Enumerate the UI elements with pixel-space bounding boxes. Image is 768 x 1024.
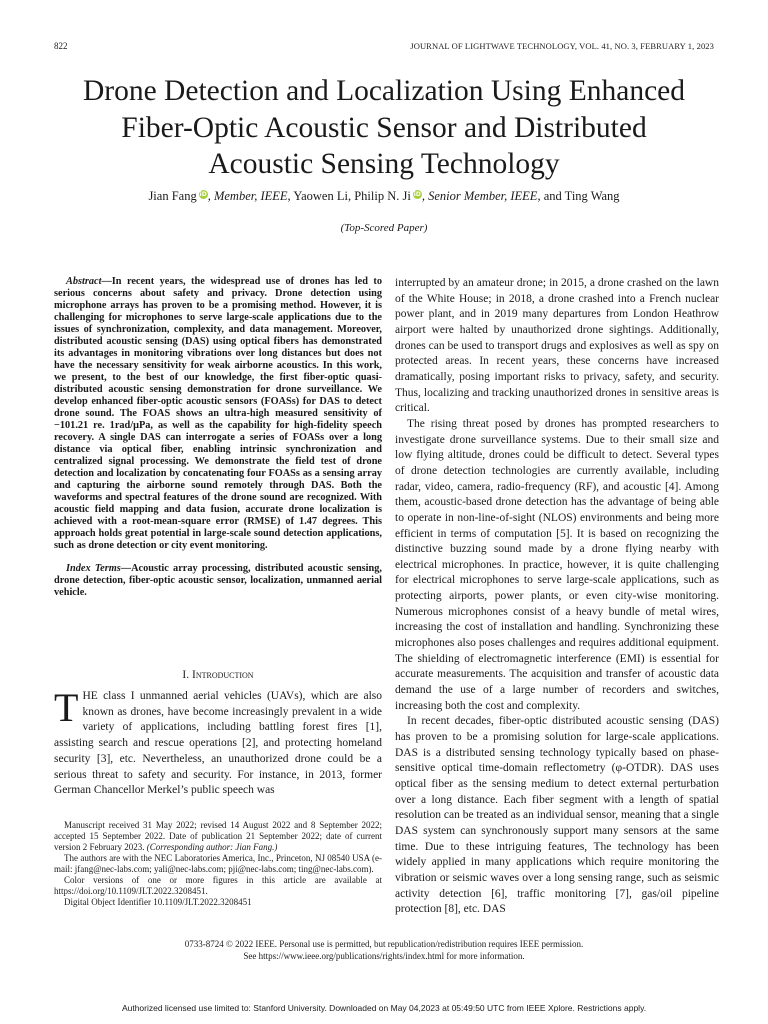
- corresponding-author: (Corresponding author: Jian Fang.): [146, 842, 278, 852]
- access-notice: Authorized licensed use limited to: Stanford University. Downloaded on May 04,2023 at 05:49:50 UTC from IEEE Xplore. Restrictions apply.: [121, 1003, 647, 1013]
- title-line-3: Acoustic Sensing Technology: [208, 148, 560, 180]
- footnote-doi: Digital Object Identifier 10.1109/JLT.2022.3208451: [64, 897, 252, 907]
- left-column: [54, 276, 382, 907]
- orcid-icon[interactable]: iD: [199, 191, 207, 198]
- index-terms-label: Index Terms: [66, 563, 121, 574]
- copyright-line-1: 0733-8724 © 2022 IEEE. Personal use is permitted, but republication/redistribution requires IEEE permission.: [184, 939, 584, 949]
- paper-title: [40, 73, 728, 183]
- paper-tag: (Top-Scored Paper): [340, 222, 428, 234]
- copyright-notice: [40, 939, 728, 962]
- body-paragraph: The rising threat posed by drones has prompted researchers to investigate drone surveillance systems. Due to their small size and low flying altitude, drones could be difficult to detect. Several types of drone detection technologies are currently available, including radar, video, camera, radio-frequency (RF), and acoustic [4]. Among them, acoustic-based drone detection has the advantage of being able to operate in non-line-of-sight (NLOS) environments and being more efficient in terms of computation [5]. It is based on recognizing the distinctive buzzing sound made by a drone flying nearby with electrical microphones. In practice, however, it is quite challenging for electrical microphones to serve large-scale applications, such as protecting airports, power plants, or even city-wise monitoring. Numerous microphones consist of a heavy bundle of metal wires, increasing the cost of installation and handling. Synchronizing these microphones also poses challenges and requires additional equipment. The shielding of electromagnetic interference (EMI) is essential for accurate measurements. The acquisition and transfer of acoustic data demand the use of a large number of recorders and switches, increasing both the cost and complexity.: [395, 417, 719, 712]
- section-number: I.: [182, 669, 192, 681]
- title-line-1: Drone Detection and Localization Using Enhanced: [82, 75, 686, 107]
- index-terms-text: —Acoustic array processing, distributed acoustic sensing, drone detection, fiber-optic acoustic sensor, localization, unmanned aerial vehicle.: [54, 563, 382, 598]
- footnotes: [54, 820, 382, 908]
- section-heading: [54, 669, 382, 681]
- journal-header: JOURNAL OF LIGHTWAVE TECHNOLOGY, VOL. 41, NO. 3, FEBRUARY 1, 2023: [410, 41, 714, 51]
- author-affiliation: , Member, IEEE: [207, 189, 288, 203]
- footnote-affiliation: The authors are with the NEC Laboratories America, Inc., Princeton, NJ 08540 USA (e-mail: jfang@nec-labs.com; yali@nec-labs.com; pji@nec-labs.com; ting@nec-labs.com).: [54, 853, 382, 874]
- author-names: , Yaowen Li, Philip N. Ji: [287, 189, 411, 203]
- author-name: Jian Fang: [148, 189, 197, 203]
- footnote-dates: [54, 820, 382, 853]
- footnote-dates-text: Manuscript received 31 May 2022; revised 14 August 2022 and 8 September 2022; accepted 15 September 2022. Date of publication 21 September 2022; date of current version 2 February 2023.: [54, 820, 382, 852]
- abstract-label: Abstract: [66, 276, 102, 287]
- author-affiliation: , Senior Member, IEEE: [421, 189, 538, 203]
- abstract-text: —In recent years, the widespread use of drones has led to serious concerns about safety and privacy. Drone detection using microphone arrays has proven to be a promising method. However, it is challenging for microphones to serve large-scale applications due to the issues of synchronization, complexity, and data management. Moreover, distributed acoustic sensing (DAS) using optical fibers has demonstrated its advantages in monitoring vibrations over long distances but does not have the necessary sensitivity for weak airborne acoustics. In this work, we present, to the best of our knowledge, the first fiber-optic quasi-distributed acoustic sensing demonstration for drone surveillance. We develop enhanced fiber-optic acoustic sensors (FOASs) for DAS to detect drone sound. The FOAS shows an ultra-high measured sensitivity of −101.21 re. 1rad/μPa, as well as the capability for high-fidelity speech recovery. A single DAS can interrogate a series of FOASs over a long distance via optical fiber, enabling intrinsic synchronization and centralized signal processing. We demonstrate the field test of drone detection and localization by concatenating four FOASs as a sensing array and capturing the airborne sound remotely through DAS. Both the waveforms and spectral features of the drone sound are recognized. With acoustic field mapping and data fusion, accurate drone localization is achieved with a root-mean-square error (RMSE) of 1.47 degrees. This approach holds great potential in large-scale sound detection applications, such as drone detection or city event monitoring.: [54, 276, 382, 551]
- author-list: [40, 189, 728, 204]
- intro-text: HE class I unmanned aerial vehicles (UAVs), which are also known as drones, have become increasingly prevalent in a wide variety of applications, including battling forest fires [1], assisting search and rescue operations [2], and protecting homeland security [3], etc. Nevertheless, an unauthorized drone could be a serious threat to safety and security. For instance, in 2013, former German Chancellor Merkel’s public speech was: [54, 690, 382, 797]
- orcid-icon[interactable]: iD: [413, 191, 421, 198]
- abstract: [54, 276, 382, 552]
- footnote-color: Color versions of one or more figures in this article are available at https://doi.org/10.1109/JLT.2022.3208451.: [54, 875, 382, 896]
- body-paragraph: interrupted by an amateur drone; in 2015, a drone crashed on the lawn of the White House; in 2018, a drone crashed into a French nuclear power plant, and in 2019 many departures from London Heathrow airport were halted by unauthorized drone sightings. Additionally, drones can be used to transport drugs and explosives as well as spy on protected areas. In recent years, these concerns have increased dramatically, posing important risks to privacy, safety, and security. Thus, localizing and tracking unauthorized drones in sensitive areas is critical.: [395, 277, 719, 415]
- title-line-2: Fiber-Optic Acoustic Sensor and Distributed: [121, 111, 647, 144]
- intro-paragraph: [54, 685, 382, 799]
- index-terms: [54, 563, 382, 599]
- section-title: Introduction: [191, 669, 254, 681]
- right-column: [395, 276, 719, 918]
- page-number: 822: [54, 41, 68, 51]
- body-paragraph: In recent decades, fiber-optic distributed acoustic sensing (DAS) has proven to be a promising solution for large-scale applications. DAS is a distributed sensing technology typically based on phase-sensitive optical time-domain reflectometry (φ-OTDR). DAS uses optical fiber as the sensing medium to detect external perturbation over a long distance. Each fiber segment with a length of spatial resolution can be treated as an individual sensor, meaning that a single DAS system can synchronously support many sensors at the same time. Due to these intriguing features, The technology has been widely applied in many applications which require monitoring the vibration or seismic waves over a long sensing range, such as seismic activity detection [6], traffic monitoring [7], gas/oil pipeline protection [8], etc. DAS: [395, 715, 719, 916]
- copyright-line-2: See https://www.ieee.org/publications/rights/index.html for more information.: [243, 950, 525, 961]
- drop-cap: T: [54, 685, 79, 730]
- author-names: , and Ting Wang: [537, 189, 620, 203]
